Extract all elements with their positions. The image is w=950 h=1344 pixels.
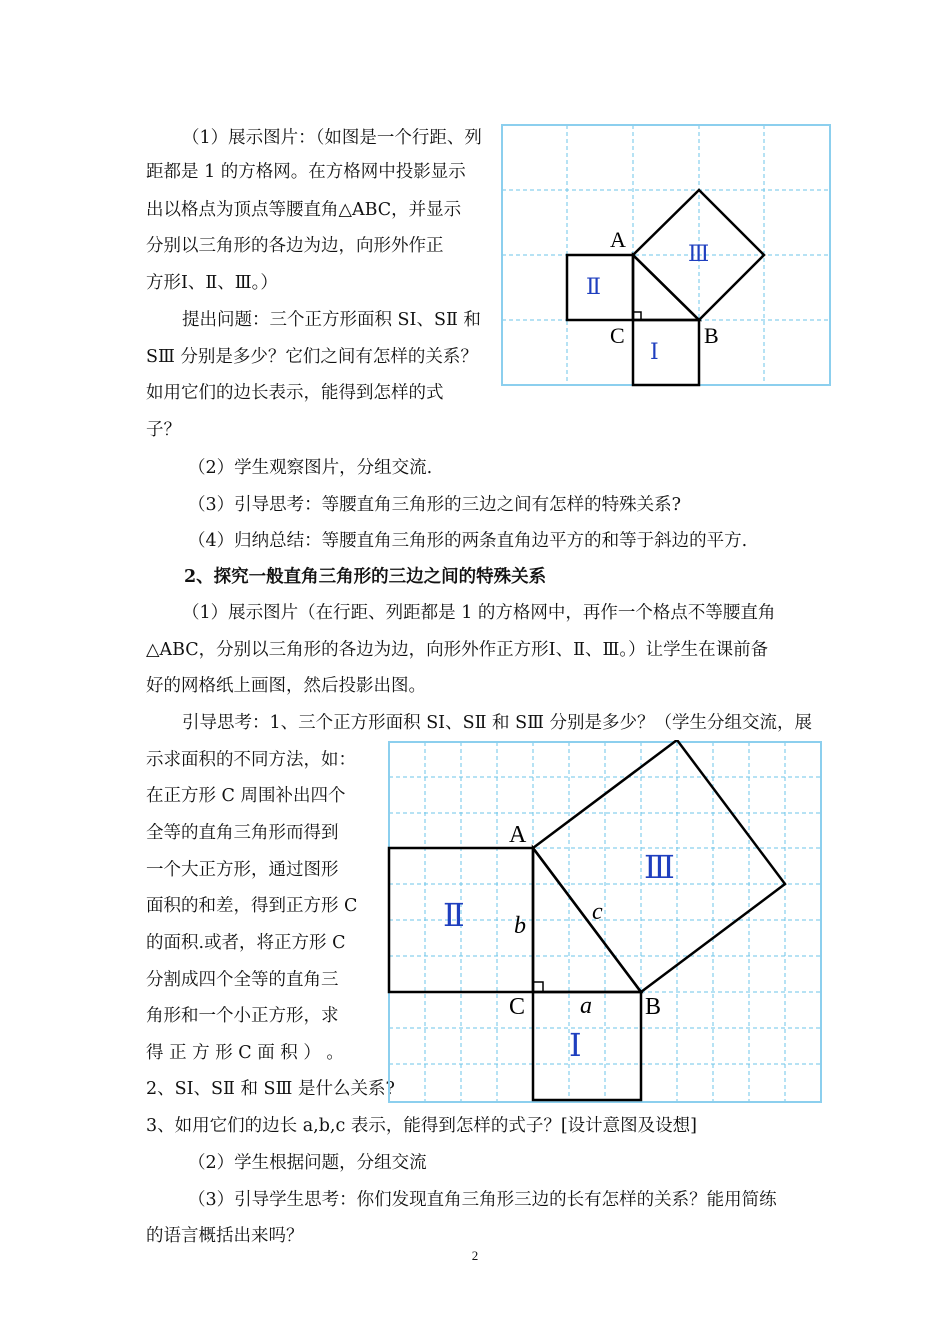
square-III-label-2: Ⅲ: [644, 849, 675, 885]
s2-intro-4: 引导思考：1、三个正方形面积 SⅠ、SⅡ 和 SⅢ 分别是多少？（学生分组交流，展: [182, 713, 813, 733]
s1-step-3: （3）引导思考：等腰直角三角形的三边之间有怎样的特殊关系?: [188, 495, 682, 515]
square-II-label-2: Ⅱ: [443, 897, 465, 933]
s2-intro-2: △ABC，分别以三角形的各边为边，向形外作正方形Ⅰ、Ⅱ、Ⅲ。）让学生在课前备: [146, 640, 769, 660]
s1-line-4: 分别以三角形的各边为边，向形外作正: [146, 236, 444, 256]
s1-line-6: 提出问题：三个正方形面积 SⅠ、SⅡ 和: [182, 310, 481, 330]
s2-side-4: 一个大正方形，通过图形: [146, 860, 339, 880]
square-III-label: Ⅲ: [688, 241, 710, 266]
right-angle-mark-2: [533, 982, 543, 992]
s2-side-9: 得 正 方 形 C 面 积 ） 。: [146, 1043, 344, 1063]
side-a-label: a: [580, 993, 592, 1019]
section-2-heading: 2、探究一般直角三角形的三边之间的特殊关系: [184, 567, 547, 587]
vertex-C-label: C: [610, 323, 625, 348]
s1-line-5: 方形Ⅰ、Ⅱ、Ⅲ。）: [146, 273, 278, 293]
s2-side-2: 在正方形 C 周围补出四个: [146, 786, 346, 806]
square-II-label: Ⅱ: [586, 274, 601, 299]
vertex-A-label-2: A: [509, 822, 527, 848]
s2-side-7: 分割成四个全等的直角三: [146, 970, 339, 990]
s2-tail-4: 的语言概括出来吗？: [146, 1226, 304, 1246]
grid-lines-1: [502, 125, 830, 385]
square-I-label: Ⅰ: [650, 339, 659, 364]
s1-line-1: （1）展示图片：（如图是一个行距、列: [182, 128, 482, 148]
side-c-label: c: [592, 899, 603, 925]
side-b-label: b: [514, 913, 526, 939]
s2-tail-3: （3）引导学生思考：你们发现直角三角形三边的长有怎样的关系？能用简练: [188, 1190, 777, 1210]
s2-side-8: 角形和一个小正方形，求: [146, 1006, 339, 1026]
s2-intro-3: 好的网格纸上画图，然后投影出图。: [146, 676, 426, 696]
s1-step-2: （2）学生观察图片，分组交流.: [188, 458, 433, 478]
s2-tail-2: （2）学生根据问题，分组交流: [188, 1153, 427, 1173]
s1-line-2: 距都是 1 的方格网。在方格网中投影显示: [146, 162, 466, 182]
s1-line-7: SⅢ 分别是多少？它们之间有怎样的关系？: [146, 347, 478, 367]
vertex-C-label-2: C: [509, 994, 526, 1020]
vertex-B-label-2: B: [645, 994, 662, 1020]
s2-intro-1: （1）展示图片（在行距、列距都是 1 的方格网中，再作一个格点不等腰直角: [182, 603, 776, 623]
s2-side-10: 2、SⅠ、SⅡ 和 SⅢ 是什么关系?: [146, 1079, 395, 1099]
vertex-B-label: B: [704, 323, 719, 348]
square-I-label-2: Ⅰ: [569, 1027, 582, 1063]
square-I: [633, 320, 699, 385]
s2-side-1: 示求面积的不同方法，如：: [146, 750, 356, 770]
s1-line-3: 出以格点为顶点等腰直角△ABC，并显示: [146, 200, 462, 220]
figure-isosceles-right-triangle: [500, 123, 832, 387]
s1-line-8: 如用它们的边长表示，能得到怎样的式: [146, 383, 444, 403]
s1-step-4: （4）归纳总结：等腰直角三角形的两条直角边平方的和等于斜边的平方.: [188, 531, 748, 551]
s2-side-3: 全等的直角三角形而得到: [146, 823, 339, 843]
vertex-A-label: A: [610, 227, 626, 252]
s2-side-5: 面积的和差，得到正方形 C: [146, 896, 358, 916]
s1-line-9: 子？: [146, 420, 181, 440]
page-number: 2: [471, 1248, 479, 1263]
s2-tail-1: 3、如用它们的边长 a,b,c 表示，能得到怎样的式子？[设计意图及设想]: [146, 1116, 697, 1136]
s2-side-6: 的面积.或者，将正方形 C: [146, 933, 346, 953]
figure-general-right-triangle: [387, 740, 823, 1104]
